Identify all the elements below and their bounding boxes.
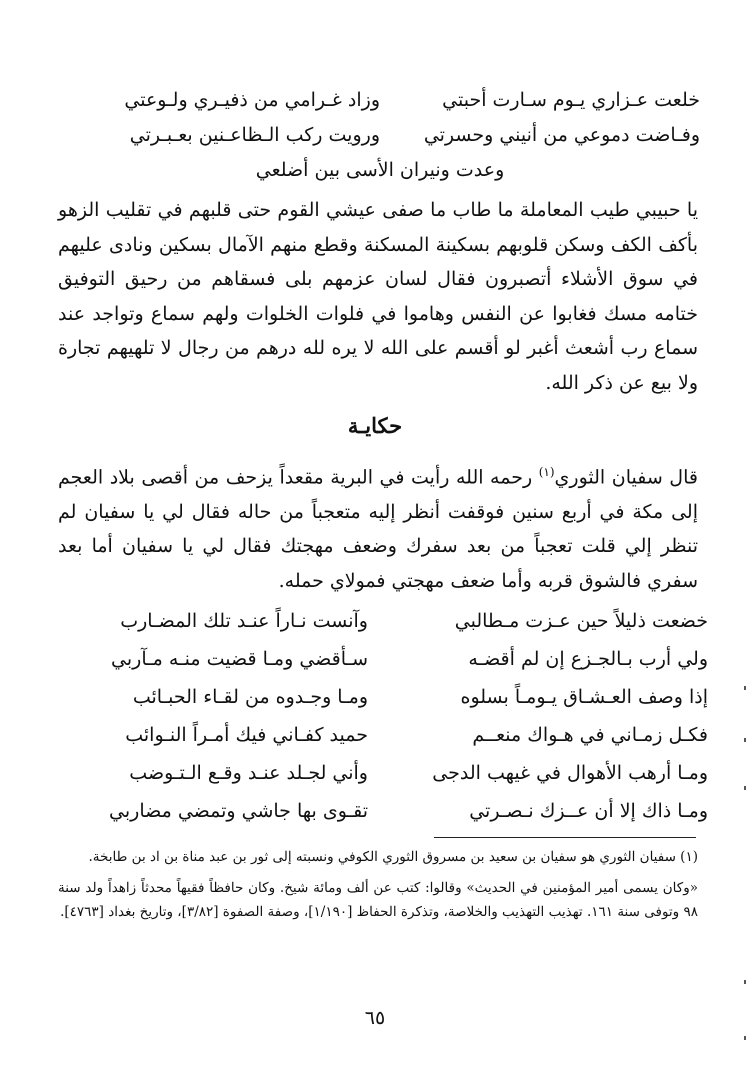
footnote-marker: (١) — [538, 465, 555, 479]
verse-first-hemistich: ومـا أرهب الأهوال في غيهب الدجى — [432, 762, 708, 784]
footnote-divider — [434, 837, 696, 838]
poem-verse — [52, 678, 708, 716]
verse-second-hemistich: ورويت ركب الـظاعـنين بعـبـرتي — [129, 123, 380, 146]
verse-second-hemistich: وأني لجـلد عنـد وقـع الـتـوضب — [129, 762, 368, 784]
verse-first-hemistich: فكـل زمـاني في هـواك منعــم — [472, 724, 708, 746]
verse-first-hemistich: إذا وصف العـشـاق يـومـاً بسلوه — [460, 686, 708, 708]
poem-verse — [52, 754, 708, 792]
verse-second-hemistich: تقـوى بها جاشي وتمضي مضاربي — [109, 800, 368, 822]
verse-first-hemistich: وفـاضت دموعي من أنيني وحسرتي — [423, 123, 700, 146]
section-heading: حكايـة — [347, 413, 403, 438]
poem-verse — [60, 117, 700, 152]
footnotes — [58, 845, 698, 925]
verse-first-hemistich: خضعت ذليلاً حين عـزت مـطالبي — [454, 610, 708, 632]
scan-speck — [744, 738, 746, 742]
page-number: ٦٥ — [364, 1007, 386, 1029]
scan-speck — [744, 686, 746, 690]
poem-verse — [52, 792, 708, 830]
poem-verse — [52, 602, 708, 640]
scan-speck — [744, 786, 746, 790]
scan-speck — [744, 1036, 746, 1040]
verse-second-hemistich: حميد كفـاني فيك أمـراً النـوائب — [125, 724, 368, 746]
verse-second-hemistich: ومـا وجـدوه من لقـاء الحبـائب — [132, 686, 368, 708]
verse-first-hemistich: ومـا ذاك إلا أن عــزك نـصـرتي — [469, 800, 708, 822]
verse-first-hemistich: خلعت عـزاري يـوم سـارت أحبتي — [442, 88, 700, 111]
verse-second-hemistich: سـأقضي ومـا قضيت منـه مـآربي — [111, 648, 368, 670]
verse-first-hemistich: ولي أرب بـالجـزع إن لم أقضـه — [468, 648, 708, 670]
poem-verse — [52, 716, 708, 754]
poem-single-line: وعدت ونيران الأسى بين أضلعي — [255, 158, 505, 181]
footnote-1-continued: «وكان يسمى أمير المؤمنين في الحديث» وقالوا: كتب عن ألف ومائة شيخ. وكان حافظاً فقيهاً محدثاً زاهداً ولد سنة ٩٨ وتوفى سنة ١٦١. تهذيب التهذيب والخلاصة، وتذكرة الحفاظ [١/١٩٠]، وصفة الصفوة [٣/٨٢]، وتاريخ بغداد [٤٧٦٣]. — [58, 879, 698, 920]
story-opening: قال سفيان الثوري — [554, 466, 698, 489]
scan-speck — [744, 980, 746, 984]
poem-verse — [60, 82, 700, 117]
story-poem — [52, 602, 708, 830]
story-body: رحمه الله رأيت في البرية مقعداً يزحف من أقصى بلاد العجم إلى مكة في أربع سنين فوقفت أنظر إليه متعجباً من حاله فقال لي يا سفيان لم تنظر إلي قلت تعجباً من بعد سفرك وضعف مهجتك فقال لي يا سفيان أما بعد سفري فالشوق قربه وأما ضعف مهجتي فمولاي حمله. — [58, 466, 698, 592]
verse-second-hemistich: وآنست نـاراً عنـد تلك المضـارب — [120, 610, 368, 632]
paragraph-story — [58, 455, 698, 598]
verse-second-hemistich: وزاد غـرامي من ذفيـري ولـوعتي — [124, 88, 380, 111]
paragraph-intro: يا حبيبي طيب المعاملة ما طاب ما صفى عيشي القوم حتى قلبهم في تقليب الزهو بأكف الكف وسكن قلوبهم بسكينة المسكنة وقطع منهم الآمال بسكين ونادى عليهم في سوق الأشلاء أتصبرون فقال لسان عزمهم بلى فسقاهم من رحيق التوفيق ختامه مسك فغابوا عن النفس وهاموا في فلوات الخلوات ولهم سماع وتواجد عند سماع رب أشعث أغبر لو أقسم على الله لا يره لله درهم من رجال لا تلهيهم تجارة ولا بيع عن ذكر الله. — [58, 199, 698, 394]
poem-verse — [52, 640, 708, 678]
opening-poem — [60, 82, 700, 187]
footnote-1: (١) سفيان الثوري هو سفيان بن سعيد بن مسروق الثوري الكوفي ونسبته إلى ثور بن عبد مناة بن اد بن طابخة. — [88, 849, 698, 865]
